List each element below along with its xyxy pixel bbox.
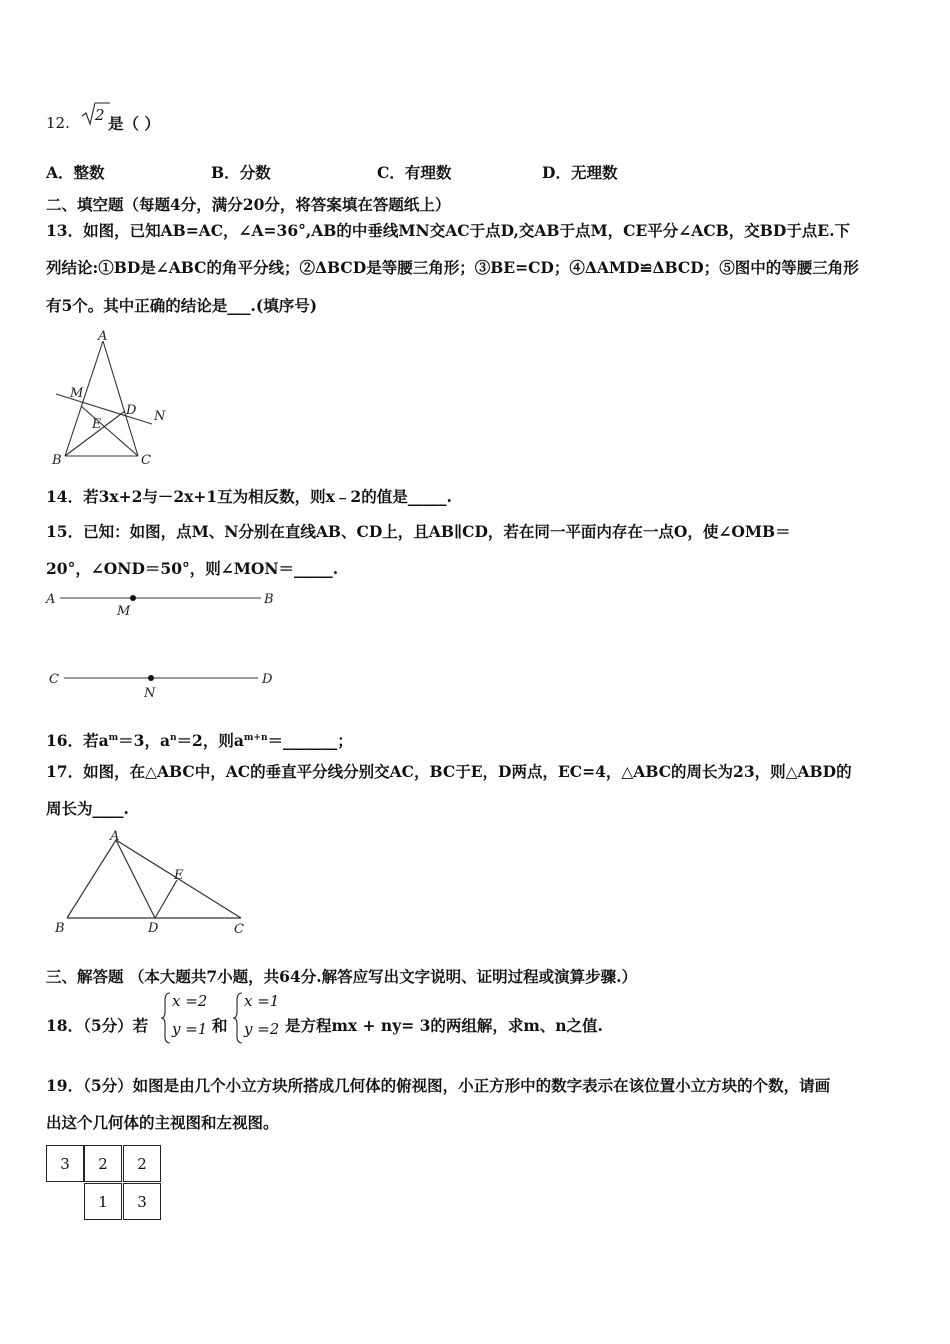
q19-line2: 出这个几何体的主视图和左视图。 [46, 1113, 279, 1132]
grid-cell: 2 [84, 1145, 122, 1182]
q15-line1: 15．已知：如图，点M、N分别在直线AB、CD上，且AB∥CD，若在同一平面内存在一点O，使∠OMB＝ [46, 522, 791, 541]
q13-label-b: B [52, 453, 62, 468]
q13-label-d: D [126, 403, 137, 418]
q18-suffix: 是方程mx + ny= 3的两组解，求m、n之值. [285, 1016, 603, 1035]
system1-eq2: y =1 [172, 1020, 208, 1038]
q13-label-a: A [98, 329, 108, 344]
q17-line1: 17．如图，在△ABC中，AC的垂直平分线分别交AC，BC于E，D两点，EC=4，△ABC的周长为23，则△ABD的 [46, 762, 852, 781]
grid-cell: 3 [46, 1145, 84, 1182]
q17-label-d: D [148, 921, 159, 936]
left-brace-2 [232, 992, 244, 1044]
choice-a: A．整数 [46, 163, 105, 182]
q18-and: 和 [212, 1016, 228, 1035]
section-2-heading: 二、填空题（每题4分，满分20分，将答案填在答题纸上） [46, 195, 451, 214]
system2-eq1: x =1 [244, 992, 280, 1010]
q13-triangle-figure [46, 328, 176, 468]
q17-label-b: B [55, 921, 65, 936]
q17-label-c: C [234, 922, 244, 937]
q12-text: 是（ ） [108, 114, 160, 133]
q15-label-a: A [46, 592, 56, 607]
q15-parallel-lines-figure [46, 585, 286, 705]
q13-line2: 列结论:①BD是∠ABC的角平分线；②ΔBCD是等腰三角形；③BE=CD；④ΔAMD≌ΔBCD；⑤图中的等腰三角形 [46, 258, 859, 277]
grid-cell: 2 [123, 1145, 161, 1182]
q17-label-a: A [110, 829, 120, 844]
q13-label-n: N [154, 409, 166, 424]
choice-b: B．分数 [211, 163, 271, 182]
q18-prefix: 18．（5分）若 [46, 1016, 149, 1035]
q12-number: 12. [46, 114, 70, 132]
sqrt-radicand: 2 [95, 106, 105, 124]
system1-eq1: x =2 [172, 992, 208, 1010]
q13-label-m: M [70, 386, 84, 401]
grid-cell: 3 [123, 1183, 161, 1220]
q17-line2: 周长为____. [46, 799, 129, 818]
q13-line3: 有5个。其中正确的结论是___.(填序号) [46, 296, 318, 315]
q15-line2: 20°，∠OND＝50°，则∠MON＝_____. [46, 559, 339, 578]
section-3-heading: 三、解答题 （本大题共7小题，共64分.解答应写出文字说明、证明过程或演算步骤.） [46, 967, 638, 986]
q14-text: 14．若3x+2与－2x+1互为相反数，则x﹣2的值是_____. [46, 487, 452, 506]
system2-eq2: y =2 [244, 1020, 280, 1038]
choice-d: D．无理数 [542, 163, 618, 182]
q15-label-n: N [144, 686, 156, 701]
q13-label-e: E [92, 417, 102, 432]
q19-line1: 19．（5分）如图是由几个小立方块所搭成几何体的俯视图，小正方形中的数字表示在该位置小立方块的个数，请画 [46, 1076, 831, 1095]
left-brace-1 [160, 992, 172, 1044]
q15-label-d: D [262, 672, 273, 687]
q15-label-m: M [117, 604, 131, 619]
choice-c: C．有理数 [377, 163, 452, 182]
q16-text: 16．若$a^m=3$，$a^n=2$，则$a^{m+n}=\_\_\_\_\_\_\_$； [46, 731, 353, 751]
q17-label-e: E [174, 868, 184, 883]
q13-label-c: C [141, 453, 151, 468]
q15-label-b: B [264, 592, 274, 607]
q15-label-c: C [49, 672, 59, 687]
q17-triangle-figure [46, 828, 266, 943]
q13-line1: 13．如图，已知AB=AC，∠A=36°,AB的中垂线MN交AC于点D,交AB于点M，CE平分∠ACB，交BD于点E.下 [46, 221, 851, 240]
grid-cell: 1 [84, 1183, 122, 1220]
